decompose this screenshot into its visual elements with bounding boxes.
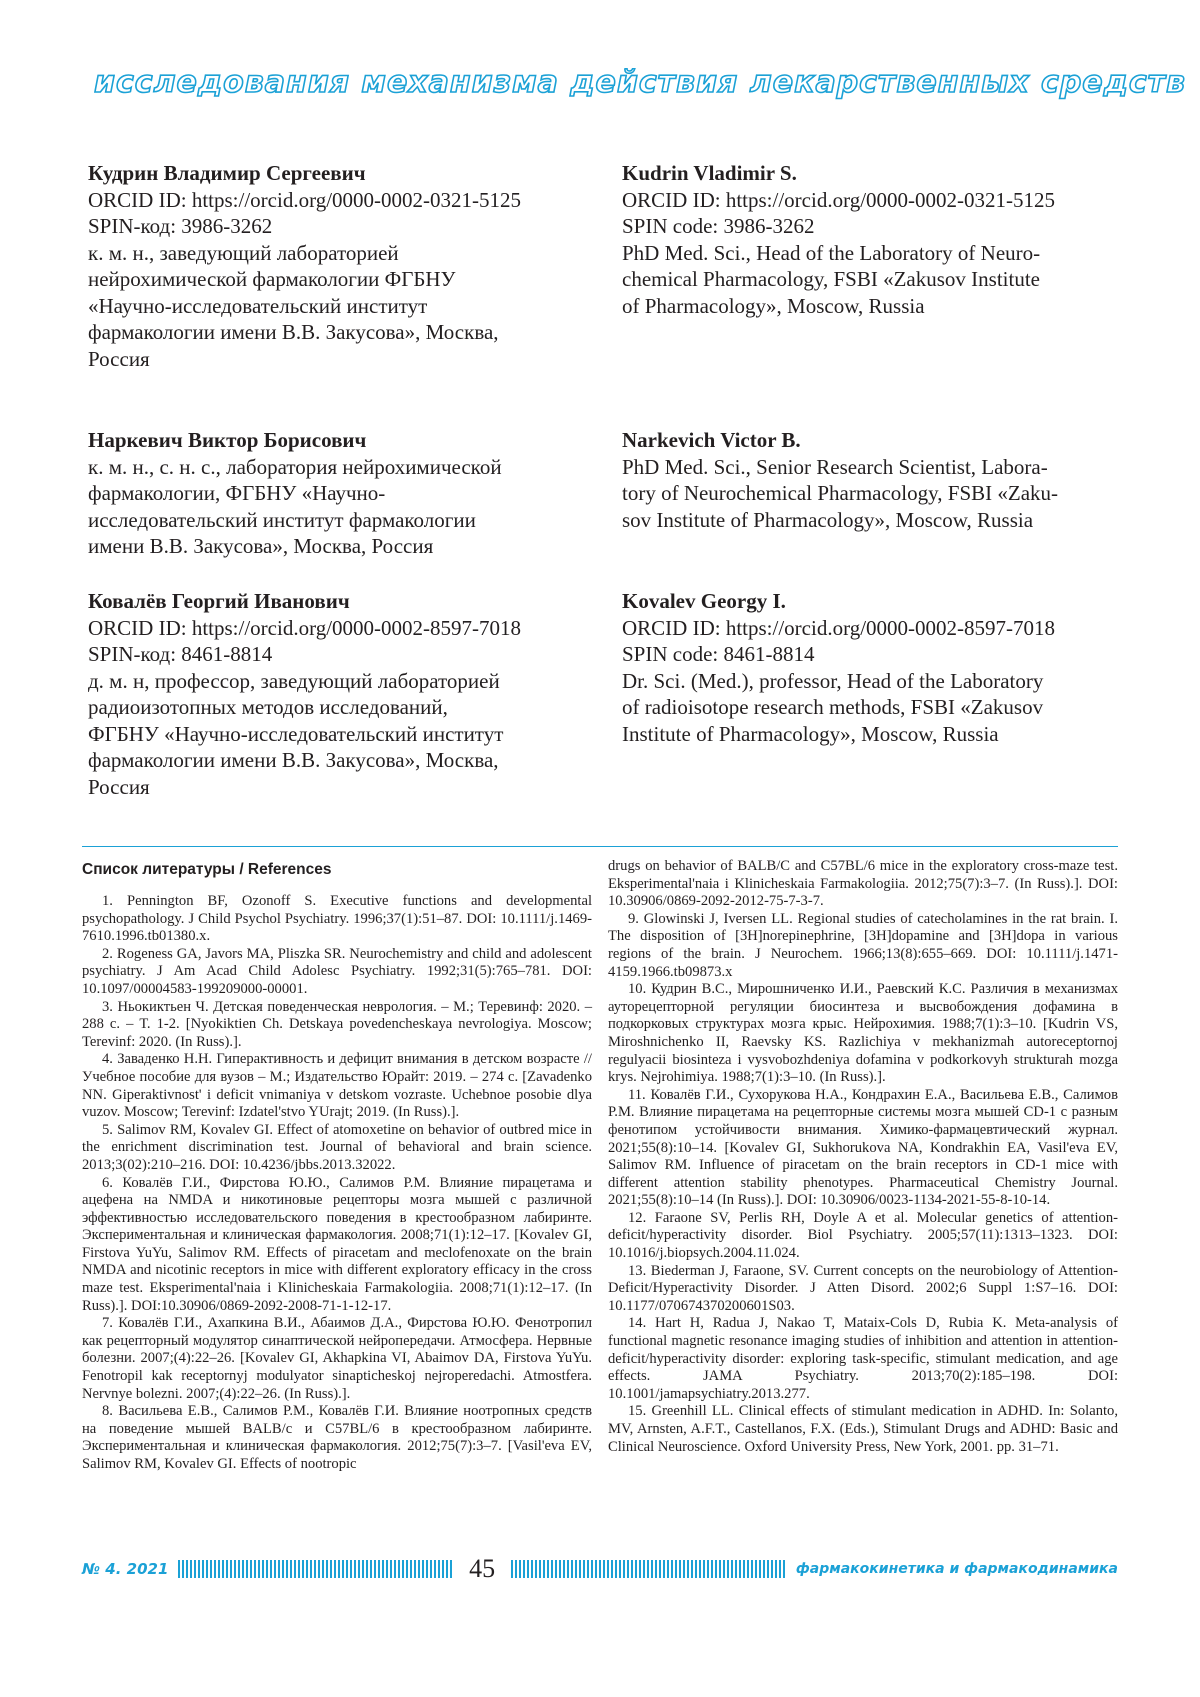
reference-item: 5. Salimov RM, Kovalev GI. Effect of atomoxetine on behavior of outbred mice in the enrichment discrimination test. Journal of behavioral and brain science. 2013;3(02):210–216. DOI: 10.4236/jbbs.2013.32022. xyxy=(82,1121,592,1173)
reference-item: 9. Glowinski J, Iversen LL. Regional studies of catecholamines in the rat brain. I. The disposition of [3H]norepinephrine, [3H]dopamine and [3H]dopa in various regions of the brain. J Neurochem. 1966;13(8):655–669. DOI: 10.1111/j.1471-4159.1966.tb09873.x xyxy=(608,910,1118,980)
footer-hatch-right xyxy=(511,1560,786,1578)
author-affiliation: фармакологии, ФГБНУ «Научно- xyxy=(88,481,386,505)
author-affiliation: имени В.В. Закусова», Москва, Россия xyxy=(88,534,434,558)
author-affiliation: к. м. н., заведующий лабораторией xyxy=(88,240,399,265)
spin-code: SPIN code: 3986-3262 xyxy=(622,214,815,238)
author-name: Ковалёв Георгий Иванович xyxy=(88,589,350,613)
reference-item: 12. Faraone SV, Perlis RH, Doyle A et al. Molecular genetics of attention-deficit/hyperactivity disorder. Biol Psychiatry. 2005;57(11):1313–1323. DOI: 10.1016/j.biopsych.2004.11.024. xyxy=(608,1209,1118,1262)
footer-hatch-left xyxy=(178,1560,453,1578)
reference-item: 6. Ковалёв Г.И., Фирстова Ю.Ю., Салимов Р.М. Влияние пирацетама и ацефена на NMDA и никотиновые рецепторы мозга мышей с различной эффективностью исследовательского поведения в крестообразном лабиринте. Экспериментальная и клиническая фармакология. 2008;71(1):12–17. [Kovalev GI, Firstova YuYu, Salimov RM. Effects of piracetam and meclofenoxate on the brain NMDA and nicotinic receptors in mice with different exploratory efficacy in the cross maze test. Eksperimental'naia i Klinicheskaia Farmakologiia. 2008;71(1):12–17. (In Russ).]. DOI:10.30906/0869-2092-2008-71-1-12-17. xyxy=(82,1174,592,1314)
author-name: Наркевич Виктор Борисович xyxy=(88,428,367,452)
spin-code: SPIN-код: 3986-3262 xyxy=(88,214,273,238)
author-name: Kovalev Georgy I. xyxy=(622,589,786,613)
issue-number: № 4. 2021 xyxy=(82,1560,169,1578)
page-footer xyxy=(82,1553,1118,1585)
journal-title: фармакокинетика и фармакодинамика xyxy=(795,1561,1118,1577)
reference-item: 8. Васильева Е.В., Салимов Р.М., Ковалёв Г.И. Влияние ноотропных средств на поведение мышей BALB/c и C57BL/6 в крестообразном лабиринте. Экспериментальная и клиническая фармакология. 2012;75(7):3–7. [Vasil'eva EV, Salimov RM, Kovalev GI. Effects of nootropic xyxy=(82,1403,592,1472)
author-affiliation: of Pharmacology», Moscow, Russia xyxy=(622,293,925,318)
author-en-narkevich xyxy=(622,427,1122,533)
author-affiliation: д. м. н, профессор, заведующий лабораторией xyxy=(88,668,500,693)
reference-item: 11. Ковалёв Г.И., Сухорукова Н.А., Кондрахин Е.А., Васильева Е.В., Салимов Р.М. Влияние пирацетама на рецепторные системы мозга мышей CD-1 с разным фенотипом устойчивости внимания. Химико-фармацевтический журнал. 2021;55(8):10–14. [Kovalev GI, Sukhorukova NA, Kondrakhin EA, Vasil'eva EV, Salimov RM. Influence of piracetam on the brain receptors in CD-1 mice with different attention stability phenotypes. Pharmaceutical Chemistry Journal. 2021;55(8):10–14 (In Russ).]. DOI: 10.30906/0023-1134-2021-55-8-10-14. xyxy=(608,1086,1118,1209)
author-ru-kudrin xyxy=(88,160,588,372)
reference-item: 13. Biederman J, Faraone, SV. Current concepts on the neurobiology of Attention-Deficit/Hyperactivity Disorder. J Atten Disord. 2002;6 Suppl 1:S7–16. DOI: 10.1177/070674370200601S03. xyxy=(608,1262,1118,1314)
author-affiliation: «Научно-исследовательский институт xyxy=(88,293,428,318)
reference-item: 14. Hart H, Radua J, Nakao T, Mataix-Cols D, Rubia K. Meta-analysis of functional magnetic resonance imaging studies of inhibition and attention in attention-deficit/hyperactivity disorder: exploring task-specific, stimulant medication, and age effects. JAMA Psychiatry. 2013;70(2):185–198. DOI: 10.1001/jamapsychiatry.2013.277. xyxy=(608,1315,1118,1402)
references-right-column xyxy=(608,858,1118,1456)
reference-item: 1. Pennington BF, Ozonoff S. Executive functions and developmental psychopathology. J Child Psychol Psychiatry. 1996;37(1):51–87. DOI: 10.1111/j.1469-7610.1996.tb01380.x. xyxy=(82,893,592,945)
author-affiliation: sov Institute of Pharmacology», Moscow, Russia xyxy=(622,507,1034,532)
spin-code: SPIN-код: 8461-8814 xyxy=(88,642,273,666)
author-name: Narkevich Victor B. xyxy=(622,428,801,452)
author-name: Кудрин Владимир Сергеевич xyxy=(88,161,366,185)
section-header xyxy=(82,60,1187,104)
author-en-kudrin xyxy=(622,160,1122,319)
author-affiliation: of radioisotope research methods, FSBI «Zakusov xyxy=(622,695,1044,719)
author-affiliation: Dr. Sci. (Med.), professor, Head of the Laboratory xyxy=(622,668,1044,693)
reference-item: 4. Заваденко Н.Н. Гиперактивность и дефицит внимания в детском возрасте // Учебное пособие для вузов – М.; Издательство Юрайт: 2019. – 274 с. [Zavadenko NN. Giperaktivnost' i deficit vnimaniya v detskom vozraste. Uchebnoe posobie dlya vuzov. Moscow; Terevinf: Izdatel'stvo YUrajt; 2019. (In Russ).]. xyxy=(82,1051,592,1121)
author-affiliation: нейрохимической фармакологии ФГБНУ xyxy=(88,267,456,291)
page-number: 45 xyxy=(469,1554,496,1583)
section-title: исследования механизма действия лекарственных средств xyxy=(94,64,1187,100)
author-affiliation: фармакологии имени В.В. Закусова», Москва, xyxy=(88,320,499,344)
author-affiliation: к. м. н., с. н. с., лаборатория нейрохимической xyxy=(88,454,502,479)
author-ru-kovalev xyxy=(88,588,588,800)
author-affiliation: исследовательский институт фармакологии xyxy=(88,507,476,532)
author-affiliation: Россия xyxy=(88,774,150,799)
author-affiliation: PhD Med. Sci., Senior Research Scientist, Labora- xyxy=(622,454,1048,479)
orcid-link[interactable]: ORCID ID: https://orcid.org/0000-0002-0321-5125 xyxy=(622,187,1056,212)
author-affiliation: ФГБНУ «Научно-исследовательский институт xyxy=(88,721,504,746)
reference-item-continuation: drugs on behavior of BALB/C and C57BL/6 mice in the exploratory cross-maze test. Eksperimental'naia i Klinicheskaia Farmakologiia. 2012;75(7):3–7. (In Russ).]. DOI: 10.30906/0869-2092-2012-75-7-3-7. xyxy=(608,858,1118,910)
reference-item: 3. Ньокиктьен Ч. Детская поведенческая неврология. – М.; Теревинф: 2020. – 288 с. – Т. 1-2. [Nyokiktien Ch. Detskaya povedencheskaya nevrologiya. Moscow; Terevinf: 2020. (In Russ).]. xyxy=(82,998,592,1050)
orcid-link[interactable]: ORCID ID: https://orcid.org/0000-0002-8597-7018 xyxy=(88,615,522,640)
spin-code: SPIN code: 8461-8814 xyxy=(622,642,815,666)
reference-item: 15. Greenhill LL. Clinical effects of stimulant medication in ADHD. In: Solanto, MV, Arnsten, A.F.T., Castellanos, F.X. (Eds.), Stimulant Drugs and ADHD: Basic and Clinical Neuroscience. Oxford University Press, New York, 2001. pp. 31–71. xyxy=(608,1403,1118,1455)
reference-item: 10. Кудрин В.С., Мирошниченко И.И., Раевский К.С. Различия в механизмах ауторецепторной регуляции биосинтеза и высвобождения дофамина в подкорковых структурах мозга крыс. Нейрохимия. 1988;7(1):3–10. [Kudrin VS, Miroshnichenko II, Raevsky KS. Razlichiya v mekhanizmah autoreceptornoj regulyacii biosinteza i vysvobozhdeniya dofamina v podkorkovyh strukturah mozga krys. Nejrohimiya. 1988;7(1):3–10. (In Russ).]. xyxy=(608,981,1118,1086)
author-ru-narkevich xyxy=(88,427,588,560)
references-heading: Список литературы / References xyxy=(82,861,332,878)
author-affiliation: радиоизотопных методов исследований, xyxy=(88,695,448,719)
orcid-link[interactable]: ORCID ID: https://orcid.org/0000-0002-8597-7018 xyxy=(622,615,1056,640)
orcid-link[interactable]: ORCID ID: https://orcid.org/0000-0002-0321-5125 xyxy=(88,187,522,212)
reference-item: 2. Rogeness GA, Javors MA, Pliszka SR. Neurochemistry and child and adolescent psychiatry. J Am Acad Child Adolesc Psychiatry. 1992;31(5):765–781. DOI: 10.1097/00004583-199209000-00001. xyxy=(82,945,592,997)
author-affiliation: PhD Med. Sci., Head of the Laboratory of Neuro- xyxy=(622,240,1041,265)
author-affiliation: chemical Pharmacology, FSBI «Zakusov Institute xyxy=(622,267,1040,291)
author-en-kovalev xyxy=(622,588,1122,747)
author-affiliation: Institute of Pharmacology», Moscow, Russia xyxy=(622,721,999,746)
author-name: Kudrin Vladimir S. xyxy=(622,161,797,185)
section-divider xyxy=(82,846,1118,847)
author-affiliation: Россия xyxy=(88,346,150,371)
author-affiliation: фармакологии имени В.В. Закусова», Москва, xyxy=(88,748,499,772)
author-affiliation: tory of Neurochemical Pharmacology, FSBI «Zaku- xyxy=(622,481,1059,505)
references-left-column xyxy=(82,893,592,1474)
reference-item: 7. Ковалёв Г.И., Ахапкина В.И., Абаимов Д.А., Фирстова Ю.Ю. Фенотропил как рецепторный модулятор синаптической нейропередачи. Атмосфера. Нервные болезни. 2007;(4):22–26. [Kovalev GI, Akhapkina VI, Abaimov DA, Firstova YuYu. Fenotropil kak receptornyj modulyator sinapticheskoj nejroperedachi. Atmostfera. Nervnye bolezni. 2007;(4):22–26. (In Russ).]. xyxy=(82,1315,592,1402)
